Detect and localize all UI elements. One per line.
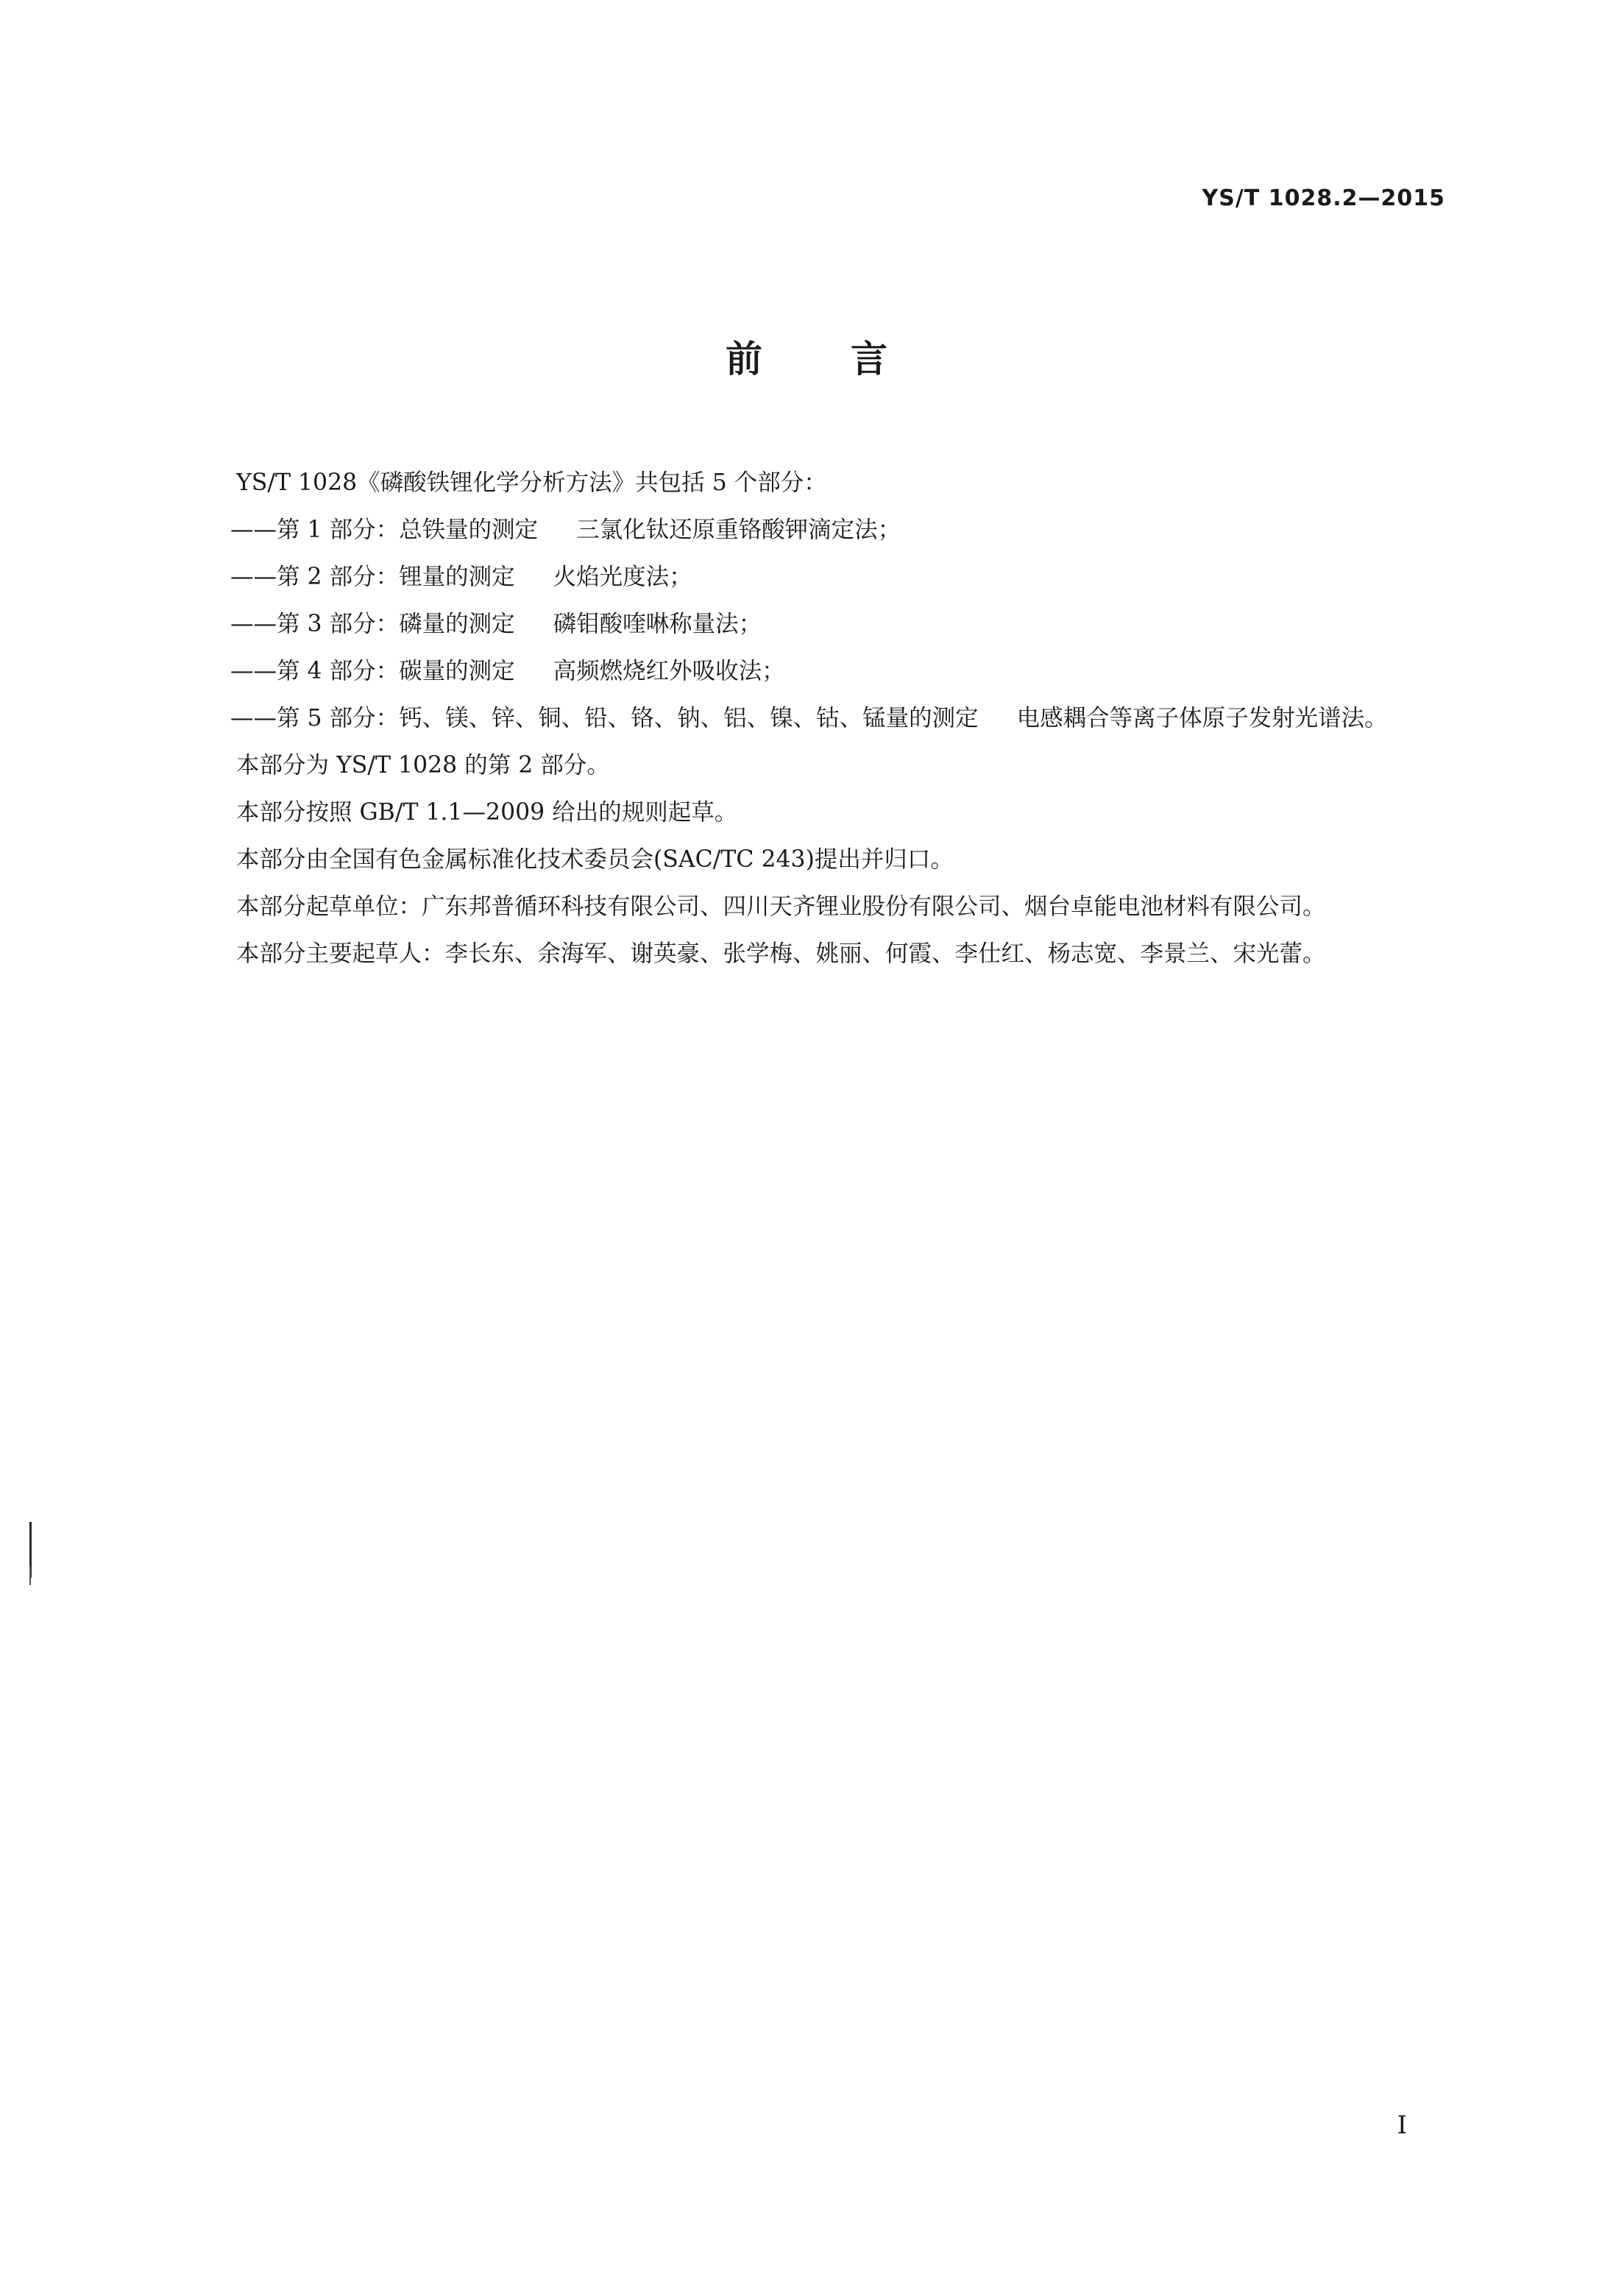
page-number: I bbox=[1397, 2111, 1407, 2140]
part-method: 火焰光度法； bbox=[553, 564, 692, 590]
page-title: 前言 bbox=[726, 338, 976, 380]
part-item-5 bbox=[168, 695, 1448, 742]
part-item-1 bbox=[168, 506, 1448, 553]
part-label: ——第 4 部分：碳量的测定 bbox=[230, 658, 515, 684]
intro-paragraph: YS/T 1028《磷酸铁锂化学分析方法》共包括 5 个部分： bbox=[236, 470, 827, 496]
part-label: ——第 3 部分：磷量的测定 bbox=[230, 611, 515, 637]
paragraph-proposer: 本部分由全国有色金属标准化技术委员会(SAC/TC 243)提出并归口。 bbox=[236, 846, 954, 873]
binding-margin-mark-small bbox=[29, 1566, 31, 1585]
part-label: ——第 2 部分：锂量的测定 bbox=[230, 564, 515, 590]
foreword-body bbox=[168, 459, 1448, 977]
part-method: 高频燃烧红外吸收法； bbox=[553, 658, 785, 684]
paragraph-drafting-rules: 本部分按照 GB/T 1.1—2009 给出的规则起草。 bbox=[236, 799, 738, 826]
paragraph-drafters: 本部分主要起草人：李长东、余海军、谢英豪、张学梅、姚丽、何霞、李仕红、杨志宽、李景兰、宋光蕾。 bbox=[236, 940, 1326, 967]
part-method: 电感耦合等离子体原子发射光谱法。 bbox=[1016, 705, 1388, 731]
part-item-3 bbox=[168, 600, 1448, 648]
standard-number: YS/T 1028.2—2015 bbox=[1202, 185, 1445, 211]
part-method: 磷钼酸喹啉称量法； bbox=[553, 611, 762, 637]
part-label: ——第 1 部分：总铁量的测定 bbox=[230, 517, 539, 543]
part-method: 三氯化钛还原重铬酸钾滴定法； bbox=[576, 517, 901, 543]
part-item-4 bbox=[168, 648, 1448, 695]
paragraph-drafting-units: 本部分起草单位：广东邦普循环科技有限公司、四川天齐锂业股份有限公司、烟台卓能电池材料有限公司。 bbox=[236, 893, 1326, 920]
part-label: ——第 5 部分：钙、镁、锌、铜、铅、铬、钠、铝、镍、钴、锰量的测定 bbox=[230, 705, 979, 731]
part-item-2 bbox=[168, 553, 1448, 600]
paragraph-part-statement: 本部分为 YS/T 1028 的第 2 部分。 bbox=[236, 752, 610, 779]
